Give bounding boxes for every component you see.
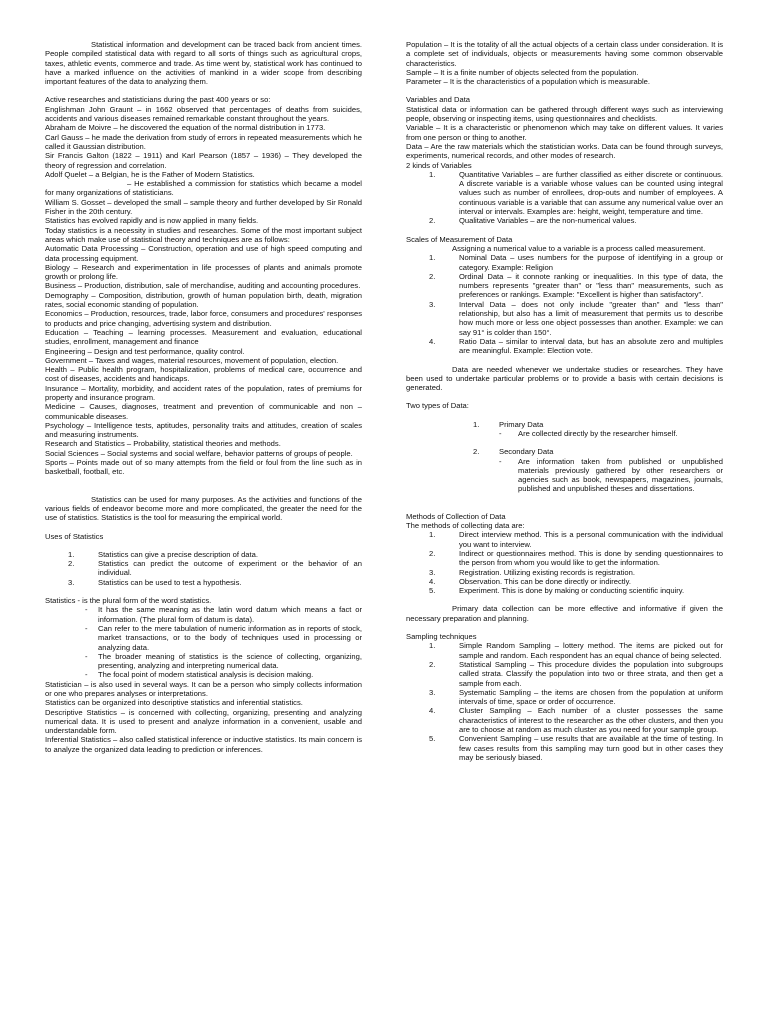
definition-paragraph: Descriptive Statistics – is concerned with collecting, organizing, presenting and analyzing numerical data. It is used to present and analyze information in a convenient, usable and understandable form. [45, 707, 362, 736]
definition-paragraph: Sample – It is a finite number of objects selected from the population. [406, 67, 639, 77]
researcher-entry: Abraham de Moivre – he discovered the equation of the normal distribution in 1773. [45, 123, 326, 133]
list-item: 5. Convenient Sampling – use results that are available at the time of testing. In few cases results from this sampling may turn good but in other cases they may be seriously biased. [429, 734, 723, 762]
list-item: - The broader meaning of statistics is the science of collecting, organizing, presenting, analyzing and interpreting numerical data. [85, 651, 362, 671]
primary-collection-paragraph: Primary data collection can be more effective and informative if given the necessary preparation and planning. [406, 604, 723, 623]
list-item: - It has the same meaning as the latin word datum which means a fact or information. (The plural form of datum is data). [85, 605, 362, 624]
data-needed-paragraph: Data are needed whenever we undertake studies or researches. They have been used to undertake particular problems or to provide a basis with certain decisions is generated. [406, 364, 723, 393]
types-list [406, 420, 723, 494]
list-item: 1. Primary Data [473, 419, 544, 429]
list-item: - Are collected directly by the researcher himself. [499, 428, 678, 438]
list-item: 4. Cluster Sampling – Each number of a cluster possesses the same characteristics of interest to the researcher as the other clusters, and then you are to choose at random as much cluster as you need for your sample group. [429, 706, 723, 734]
kinds-heading: 2 kinds of Variables [406, 160, 472, 170]
intro-paragraph: Statistical information and development can be traced back from ancient times. People compiled statistical data with regard to all sorts of things such as agricultural crops, taxes, athletic events, commerce and trade. As time went by, statistical work has continued to have a marked influence on the activities of mankind in a wider scope from describing important features of the data to analyzing them. [45, 40, 362, 87]
list-item: 2. Secondary Data [473, 447, 554, 457]
scales-list [406, 253, 723, 355]
right-column [406, 40, 723, 762]
list-item: 2. Qualitative Variables – are the non-numerical values. [429, 216, 637, 226]
researcher-entry: Englishman John Graunt – in 1662 observed that percentages of deaths from suicides, accidents and various diseases remained remarkable constant throughout the years. [45, 104, 362, 124]
field-entry: Demography – Composition, distribution, growth of human population birth, death, migration rates, social economic standing of population. [45, 290, 362, 310]
definition-paragraph: Inferential Statistics – also called statistical inference or inductive statistics. Its main concern is to analyze the organized data leading to prediction or inferences. [45, 735, 362, 754]
list-item: - The focal point of modern statistical analysis is decision making. [85, 670, 314, 680]
sampling-list [406, 641, 723, 762]
list-item: 1. Quantitative Variables – are further classified as either discrete or continuous. A discrete variable is a variable whose values can be counted using integral values such as number of enrollees, drop-outs and number of employees. A continuous variable is a variable that can assume any numerical value over an interval or intervals. Examples are: height, weight, temperature and time. [429, 169, 723, 217]
list-item: 3. Systematic Sampling – the items are chosen from the population at uniform intervals of time, space or order of occurrence. [429, 687, 723, 707]
variables-heading: Variables and Data [406, 95, 471, 105]
list-item: - Can refer to the mere tabulation of numeric information as in reports of stock, market transactions, or to the body of techniques used in processing or analyzing data. [85, 623, 362, 652]
researchers-heading: Active researches and statisticians during the past 400 years or so: [45, 95, 271, 105]
researcher-entry: William S. Gosset – developed the small – sample theory and further developed by Sir Ronald Fisher in the 20th century. [45, 197, 362, 217]
field-entry: Research and Statistics – Probability, statistical theories and methods. [45, 439, 281, 449]
left-column [45, 40, 362, 754]
field-entry: Today statistics is a necessity in studies and researches. Some of the most important subject areas which make use of statistical theory and techniques are as follows: [45, 225, 362, 244]
field-entry: Engineering – Design and test performance, quality control. [45, 346, 245, 356]
list-item: 5. Experiment. This is done by making or conducting scientific inquiry. [429, 586, 685, 596]
list-item: 2. Statistical Sampling – This procedure divides the population into subgroups called strata. Classify the population into two or three strata, and then get a sample from each. [429, 659, 723, 688]
scales-heading: Scales of Measurement of Data [406, 234, 513, 244]
list-item: 3. Registration. Utilizing existing records is registration. [429, 567, 635, 577]
field-entry: Automatic Data Processing – Construction, operation and use of high speed computing and data processing equipment. [45, 244, 362, 263]
field-entry: Medicine – Causes, diagnoses, treatment and prevention of communicable and non – communicable diseases. [45, 402, 362, 421]
methods-heading: Methods of Collection of Data [406, 511, 506, 521]
field-entry: Social Sciences – Social systems and social welfare, behavior patterns of groups of people. [45, 448, 353, 458]
list-item: 4. Observation. This can be done directly or indirectly. [429, 576, 631, 586]
methods-list [406, 530, 723, 595]
definition-paragraph: Parameter – It is the characteristics of a population which is measurable. [406, 77, 650, 87]
variable-definition: Variable – It is a characteristic or phenomenon which may take on different values. It varies from one person or thing to another. [406, 123, 723, 142]
purposes-paragraph: Statistics can be used for many purposes. As the activities and functions of the various fields of endeavor become more and more complicated, the greater the need for the use of statistics. Statistics is the tool for measuring the empirical world. [45, 494, 362, 523]
list-item: 2. Statistics can predict the outcome of experiment or the behavior of an individual. [68, 559, 362, 578]
list-item: 1. Statistics can give a precise description of data. [68, 549, 258, 559]
researcher-entry: Carl Gauss – he made the derivation from study of errors in repeated measurements which he called it Gaussian distribution. [45, 132, 362, 151]
uses-list [45, 550, 362, 587]
list-item: 1. Nominal Data – uses numbers for the purpose of identifying in a group or category. Example: Religion [429, 253, 723, 272]
list-item: 1. Simple Random Sampling – lottery method. The items are picked out for sample and random. Each respondent has an equal chance of being selected. [429, 641, 723, 660]
list-item: 3. Statistics can be used to test a hypothesis. [68, 577, 242, 587]
definition-paragraph: Statistics can be organized into descriptive statistics and inferential statistics. [45, 698, 303, 708]
definition-paragraph: Population – It is the totality of all the actual objects of a certain class under consideration. It is a complete set of individuals, objects or measurements having some common observable characteristics. [406, 40, 723, 68]
list-item: 3. Interval Data – does not only include "greater than" and "less than" relationship, but also has a limit of measurement that permits us to describe how much more or less one object possesses than another. Example: we can say 91° is colder than 150°. [429, 299, 723, 337]
plural-heading: Statistics - is the plural form of the word statistics. [45, 596, 212, 606]
methods-intro: The methods of collecting data are: [406, 521, 525, 531]
field-entry: Economics – Production, resources, trade, labor force, consumers and procedures' responses to products and price changing, advertising system and distribution. [45, 309, 362, 328]
list-item: - Are information taken from published or unpublished materials previously gathered by other researchers or agencies such as book, newspapers, magazines, journals, published and unpublished theses and dissertations. [499, 456, 723, 494]
field-entry: Psychology – Intelligence tests, aptitudes, personality traits and attitudes, creation of scales and measuring instruments. [45, 420, 362, 440]
sampling-heading: Sampling techniques [406, 632, 477, 642]
scales-intro: Assigning a numerical value to a variable is a process called measurement. [452, 243, 706, 253]
list-item: 2. Ordinal Data – it connote ranking or inequalities. In this type of data, the numbers represents "greater than" or "less than" measurements, such as preferences or rankings. Example: "Excellent is higher than satisfactory". [429, 271, 723, 300]
types-heading: Two types of Data: [406, 401, 469, 411]
researcher-entry: Adolf Quelet – a Belgian, he is the Father of Modern Statistics. [45, 169, 255, 179]
variables-intro: Statistical data or information can be gathered through different ways such as interviewing people, observing or inspecting items, using questionnaires and checklists. [406, 104, 723, 124]
data-definition: Data – Are the raw materials which the statistician works. Data can be found through surveys, experiments, numerical records, and other modes of research. [406, 141, 723, 161]
field-entry: Business – Production, distribution, sale of merchandise, auditing and accounting procedures. [45, 281, 361, 291]
field-entry: Health – Public health program, hospitalization, problems of medical care, occurrence and cost of diseases, accidents and handicaps. [45, 365, 362, 384]
field-entry: Sports – Points made out of so many attempts from the field or foul from the line such as in basketball, football, etc. [45, 458, 362, 477]
list-item: 4. Ratio Data – similar to interval data, but has an absolute zero and multiples are meaningful. Example: Election vote. [429, 336, 723, 356]
field-entry: Insurance – Mortality, morbidity, and accident rates of the population, rates of premiums for property and insurance program. [45, 383, 362, 402]
list-item: 1. Direct interview method. This is a personal communication with the individual you want to interview. [429, 530, 723, 549]
definition-paragraph: Statistician – is also used in several ways. It can be a person who simply collects information or one who prepares analyses or interpretations. [45, 679, 362, 698]
researcher-entry: Sir Francis Galton (1822 – 1911) and Karl Pearson (1857 – 1936) – They developed the theory of regression and correlation. [45, 151, 362, 170]
kinds-list [406, 170, 723, 226]
field-entry: Biology – Research and experimentation in life processes of plants and animals promote growth or prolong life. [45, 262, 362, 282]
field-entry: Government – Taxes and wages, material resources, movement of population, election. [45, 355, 339, 365]
uses-heading: Uses of Statistics [45, 531, 104, 541]
field-entry: Education – Teaching – learning processes. Measurement and evaluation, educational studies, enrollment, management and finance [45, 327, 362, 347]
list-item: 2. Indirect or questionnaires method. This is done by sending questionnaires to the person from whom you would like to get the information. [429, 548, 723, 568]
researcher-entry: – He established a commission for statistics which became a model for many organizations of statisticians. [45, 179, 362, 198]
field-entry: Statistics has evolved rapidly and is now applied in many fields. [45, 216, 259, 226]
